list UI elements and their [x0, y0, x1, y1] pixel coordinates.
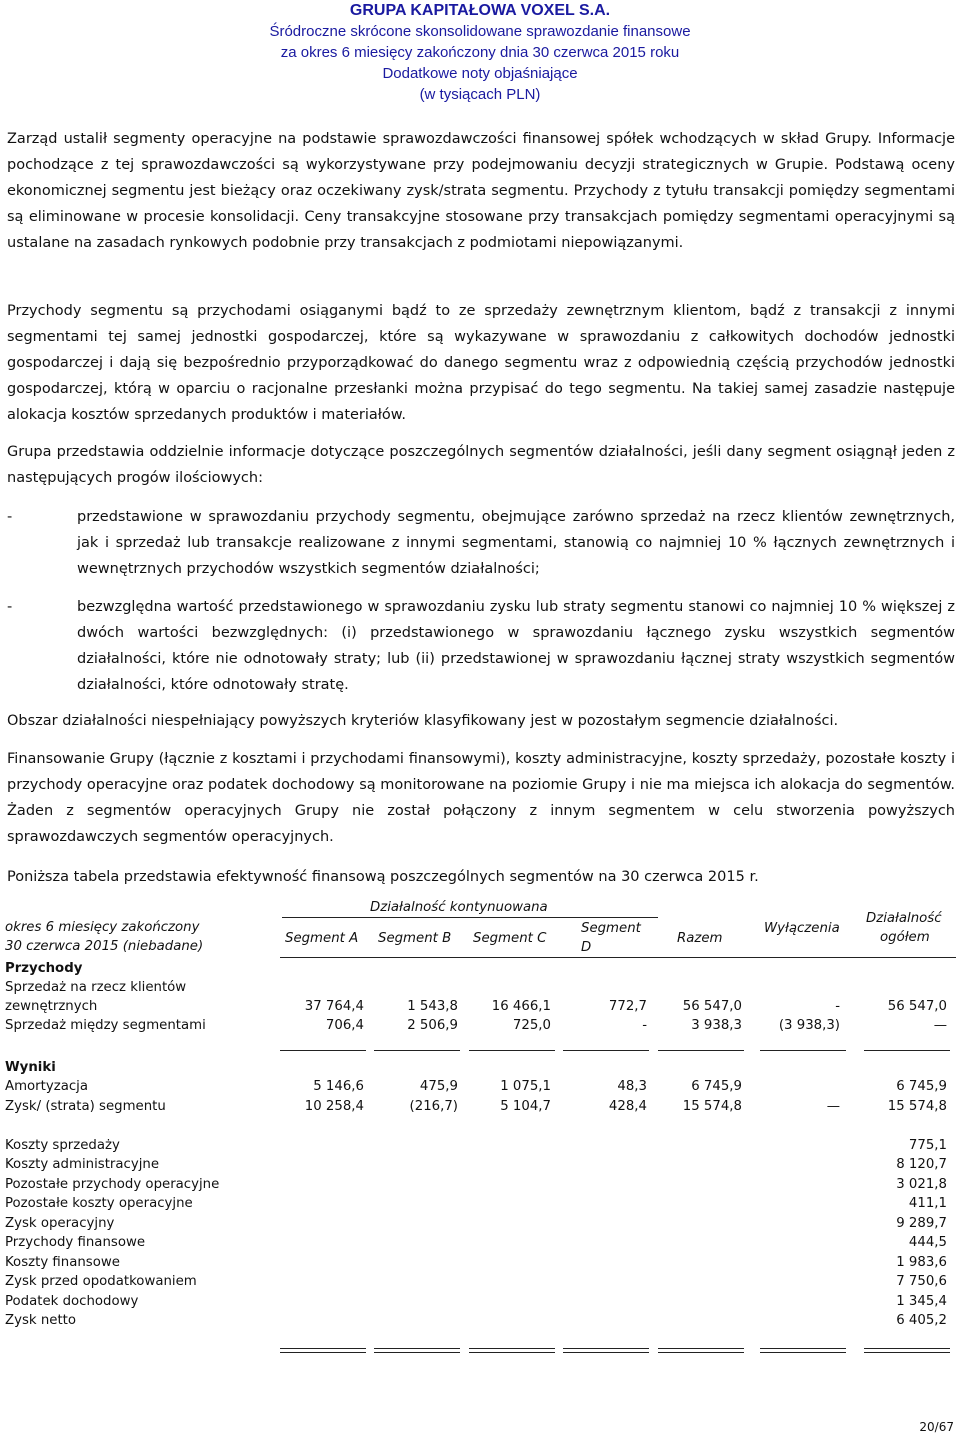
- reconciliation-value: 9 289,7: [896, 1216, 947, 1231]
- cell: 10 258,4: [304, 1099, 364, 1114]
- report-title: Śródroczne skrócone skonsolidowane sprawozdanie finansowe: [269, 23, 691, 40]
- paragraph-table-intro: Poniższa tabela przedstawia efektywność finansową poszczególnych segmentów na 30 czerwca 2015 r.: [7, 869, 759, 885]
- row-depreciation-label: Amortyzacja: [5, 1079, 89, 1094]
- table-period-line2: 30 czerwca 2015 (niebadane): [5, 939, 204, 954]
- subtotal-rule: [563, 1050, 649, 1051]
- total-double-rule: [374, 1348, 460, 1353]
- reconciliation-label: Koszty finansowe: [5, 1255, 120, 1270]
- bullet-text: bezwzględna wartość przedstawionego w sprawozdaniu zysku lub straty segmentu stanowi co najmniej 10 % większej z dwóch wartości bezwzględnych: (i) przedstawionego w sprawozdaniu łącznego zysku wszystkich segmentów działalności, które nie odnotowały straty; lub (ii) przedstawionej w sprawozdaniu łącznej straty wszystkich segmentów działalności, które odnotowały stratę.: [77, 599, 955, 693]
- cell: 16 466,1: [491, 999, 551, 1014]
- group-header-continuing: Działalność kontynuowana: [370, 900, 548, 915]
- cell: 5 146,6: [313, 1079, 364, 1094]
- col-header-total-line2: ogółem: [880, 930, 930, 945]
- col-header-segment-b: Segment B: [378, 931, 452, 946]
- section-title: Dodatkowe noty objaśniające: [382, 65, 578, 82]
- reconciliation-label: Zysk operacyjny: [5, 1216, 115, 1231]
- subtotal-rule: [658, 1050, 744, 1051]
- subtotal-rule: [374, 1050, 460, 1051]
- col-header-segment-c: Segment C: [473, 931, 547, 946]
- total-double-rule: [658, 1348, 744, 1353]
- cell: 56 547,0: [887, 999, 947, 1014]
- reconciliation-label: Pozostałe koszty operacyjne: [5, 1196, 193, 1211]
- cell: —: [933, 1018, 947, 1033]
- row-intersegment-sales-label: Sprzedaż między segmentami: [5, 1018, 206, 1033]
- cell: 6 745,9: [691, 1079, 742, 1094]
- cell: —: [826, 1099, 840, 1114]
- reconciliation-value: 444,5: [908, 1235, 947, 1250]
- reconciliation-label: Zysk netto: [5, 1313, 77, 1328]
- section-wyniki: Wyniki: [5, 1060, 56, 1075]
- cell: (216,7): [409, 1099, 458, 1114]
- report-period: za okres 6 miesięcy zakończony dnia 30 czerwca 2015 roku: [280, 44, 680, 61]
- cell: 2 506,9: [407, 1018, 458, 1033]
- paragraph-financing: Finansowanie Grupy (łącznie z kosztami i przychodami finansowymi), koszty administracyjne, koszty sprzedaży, pozostałe koszty i przychody operacyjne oraz podatek dochodowy są monitorowane na poziomie Grupy i nie ma miejsca ich alokacja do segmentów. Żaden z segmentów operacyjnych Grupy nie został połączony z innym segmentem w celu stworzenia powyższych sprawozdawczych segmentów operacyjnych.: [7, 751, 955, 845]
- col-header-total-line1: Działalność: [866, 911, 942, 926]
- paragraph-segments-intro: Zarząd ustalił segmenty operacyjne na podstawie sprawozdawczości finansowej spółek wchodzących w skład Grupy. Informacje pochodzące z tej sprawozdawczości są wykorzystywane przy podejmowaniu decyzji strategicznych w Grupie. Podstawą oceny ekonomicznej segmentu jest bieżący oraz oczekiwany zysk/strata segmentu. Przychody z tytułu transakcji pomiędzy segmentami są eliminowane w procesie konsolidacji. Ceny transakcyjne stosowane przy transakcjach pomiędzy segmentami operacyjnymi są ustalane na zasadach rynkowych podobnie przy transakcjach z podmiotami niepowiązanymi.: [7, 131, 955, 251]
- reconciliation-value: 1 345,4: [896, 1294, 947, 1309]
- total-double-rule: [280, 1348, 366, 1353]
- cell: 1 543,8: [407, 999, 458, 1014]
- group-header-rule: [282, 917, 658, 918]
- subtotal-rule: [864, 1050, 950, 1051]
- row-segment-profit-label: Zysk/ (strata) segmentu: [5, 1099, 166, 1114]
- reconciliation-label: Podatek dochodowy: [5, 1294, 139, 1309]
- col-header-wylaczenia: Wyłączenia: [764, 921, 840, 936]
- bullet-text: przedstawione w sprawozdaniu przychody segmentu, obejmujące zarówno sprzedaż na rzecz klientów zewnętrznych, jak i sprzedaż lub transakcje realizowane z innymi segmentami, stanowią co najmniej 10 % łącznych zewnętrznych i wewnętrznych przychodów wszystkich segmentów działalności;: [77, 509, 955, 577]
- reconciliation-label: Zysk przed opodatkowaniem: [5, 1274, 197, 1289]
- total-double-rule: [469, 1348, 555, 1353]
- col-header-razem: Razem: [677, 931, 723, 946]
- reconciliation-value: 411,1: [908, 1196, 947, 1211]
- cell: 37 764,4: [304, 999, 364, 1014]
- reconciliation-value: 6 405,2: [896, 1313, 947, 1328]
- row-external-sales-label1: Sprzedaż na rzecz klientów: [5, 980, 187, 995]
- cell: 5 104,7: [500, 1099, 551, 1114]
- col-header-segment-d-line1: Segment: [581, 921, 641, 936]
- section-przychody: Przychody: [5, 961, 83, 976]
- total-double-rule: [563, 1348, 649, 1353]
- paragraph-thresholds: Grupa przedstawia oddzielnie informacje dotyczące poszczególnych segmentów działalności, jeśli dany segment osiągnął jeden z następujących progów ilościowych:: [7, 444, 955, 486]
- cell: 56 547,0: [682, 999, 742, 1014]
- cell: 706,4: [325, 1018, 364, 1033]
- cell: (3 938,3): [778, 1018, 840, 1033]
- reconciliation-value: 3 021,8: [896, 1177, 947, 1192]
- total-double-rule: [760, 1348, 846, 1353]
- cell: 6 745,9: [896, 1079, 947, 1094]
- col-header-segment-d-line2: D: [581, 940, 592, 955]
- paragraph-segment-revenue: Przychody segmentu są przychodami osiąganymi bądź to ze sprzedaży zewnętrznym klientom, bądź z transakcji z innymi segmentami tej samej jednostki gospodarczej, które są wykazywane w sprawozdaniu z całkowitych dochodów jednostki gospodarczej i dają się bezpośrednio przyporządkować do danego segmentu wraz z odpowiednią częścią przychodów jednostki gospodarczej, którą w oparciu o racjonalne przesłanki można przypisać do tego segmentu. Na takiej samej zasadzie następuje alokacja kosztów sprzedanych produktów i materiałów.: [7, 303, 955, 423]
- subtotal-rule: [760, 1050, 846, 1051]
- total-double-rule: [864, 1348, 950, 1353]
- company-name: GRUPA KAPITAŁOWA VOXEL S.A.: [349, 2, 611, 19]
- reconciliation-label: Przychody finansowe: [5, 1235, 146, 1250]
- cell: 1 075,1: [500, 1079, 551, 1094]
- cell: 15 574,8: [887, 1099, 947, 1114]
- subtotal-rule: [280, 1050, 366, 1051]
- reconciliation-label: Koszty administracyjne: [5, 1157, 160, 1172]
- reconciliation-label: Pozostałe przychody operacyjne: [5, 1177, 220, 1192]
- table-period-line1: okres 6 miesięcy zakończony: [5, 920, 200, 935]
- cell: 725,0: [512, 1018, 551, 1033]
- cell: 3 938,3: [691, 1018, 742, 1033]
- reconciliation-value: 1 983,6: [896, 1255, 947, 1270]
- header-bottom-rule: [280, 957, 956, 958]
- cell: 772,7: [608, 999, 647, 1014]
- cell: -: [642, 1018, 647, 1033]
- bullet-dash: -: [7, 509, 13, 525]
- reconciliation-value: 775,1: [908, 1138, 947, 1153]
- page-number: 20/67: [919, 1420, 954, 1434]
- cell: 475,9: [419, 1079, 458, 1094]
- col-header-segment-a: Segment A: [285, 931, 359, 946]
- row-external-sales-label2: zewnętrznych: [5, 999, 98, 1014]
- reconciliation-label: Koszty sprzedaży: [5, 1138, 120, 1153]
- cell: 15 574,8: [682, 1099, 742, 1114]
- cell: -: [835, 999, 840, 1014]
- cell: 428,4: [608, 1099, 647, 1114]
- paragraph-other-segment: Obszar działalności niespełniający powyższych kryteriów klasyfikowany jest w pozostałym segmencie działalności.: [7, 713, 839, 729]
- document-header: [0, 0, 960, 105]
- bullet-dash: -: [7, 599, 13, 615]
- subtotal-rule: [469, 1050, 555, 1051]
- currency-unit: (w tysiącach PLN): [419, 86, 541, 103]
- cell: 48,3: [617, 1079, 647, 1094]
- reconciliation-value: 8 120,7: [896, 1157, 947, 1172]
- reconciliation-value: 7 750,6: [896, 1274, 947, 1289]
